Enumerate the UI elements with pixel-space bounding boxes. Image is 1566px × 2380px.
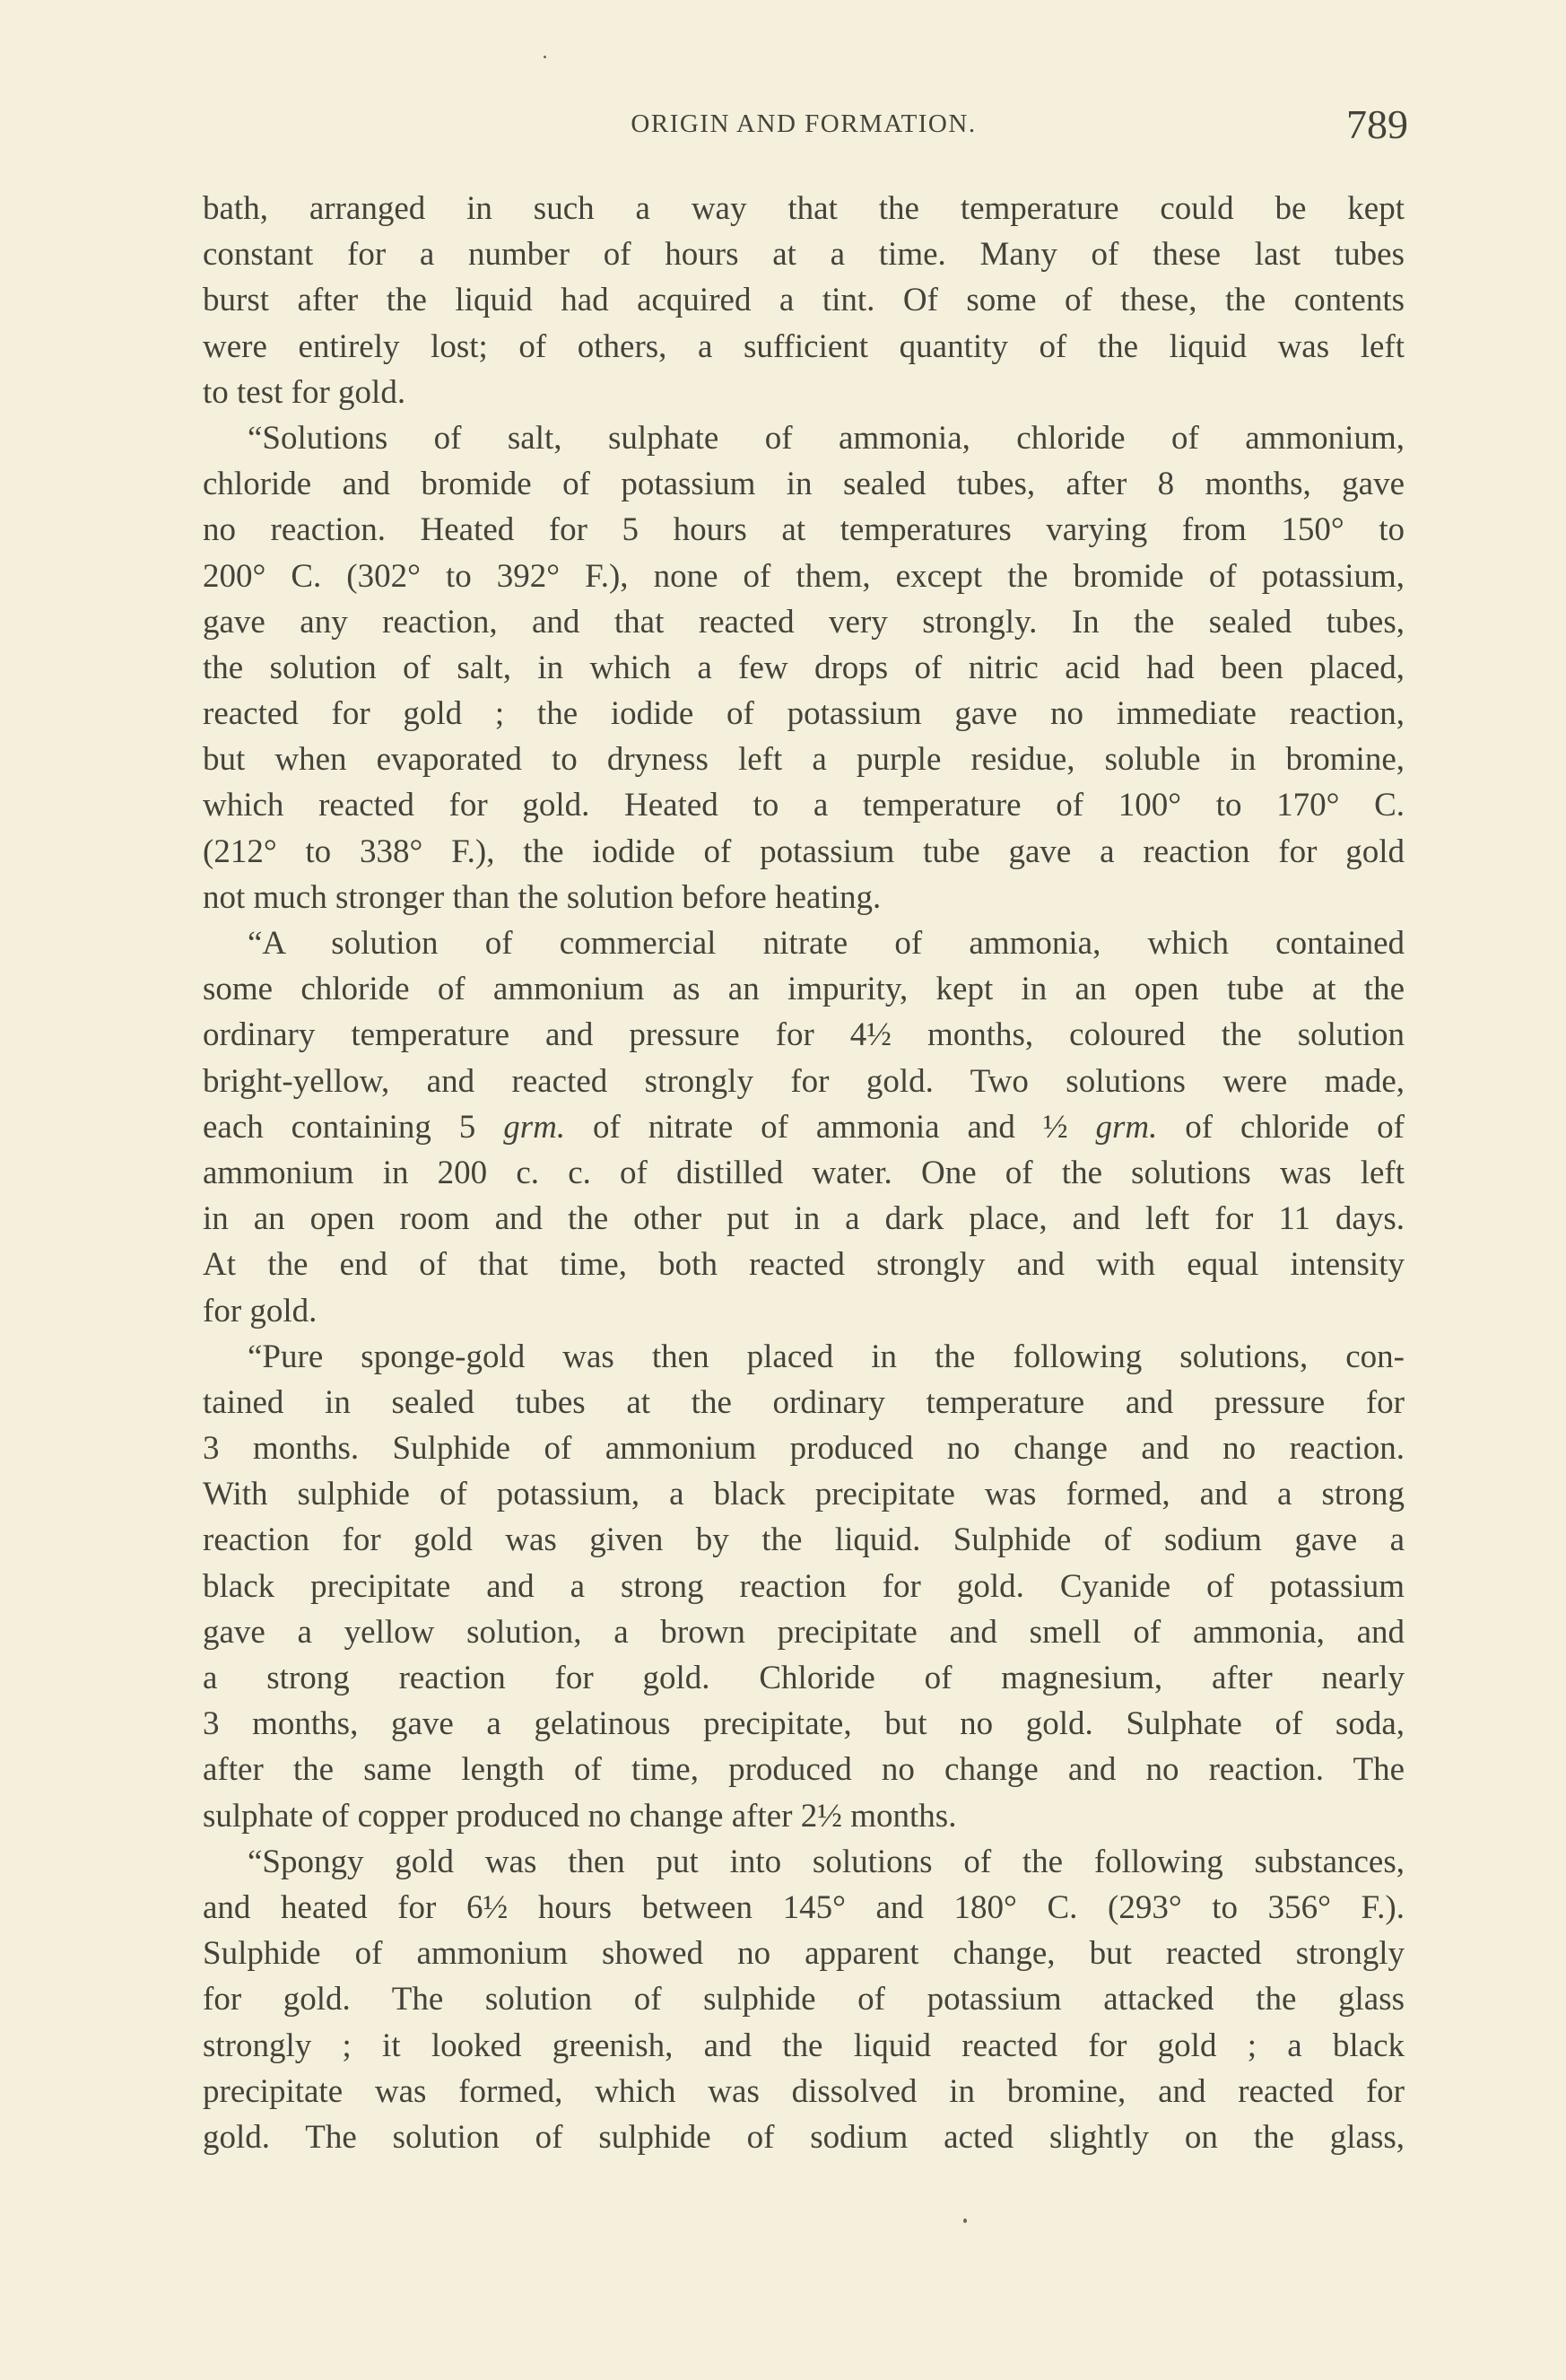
text-line [203,415,1405,461]
text-segment: “A solution of commercial nitrate of ammonia, which contained [248,925,1405,962]
text-segment: (212° to 338° F.), the iodide of potassium tube gave a reaction for gold [203,833,1405,870]
text-segment: gold. The solution of sulphide of sodium acted slightly on the glass, [203,2118,1405,2156]
text-line [203,829,1405,875]
text-line [203,507,1405,553]
text-segment: after the same length of time, produced no change and no reaction. The [203,1751,1405,1789]
text-segment: chloride and bromide of potassium in sealed tubes, after 8 months, gave [203,466,1405,503]
text-line [203,737,1405,782]
text-line [203,2023,1405,2069]
text-line [203,1334,1405,1380]
page-header [0,100,1566,154]
text-line [203,1059,1405,1104]
text-segment: 3 months, gave a gelatinous precipitate, but no gold. Sulphate of soda, [203,1705,1405,1743]
text-segment: bright-yellow, and reacted strongly for gold. Two solutions were made, [203,1062,1405,1100]
text-segment: burst after the liquid had acquired a tint. Of some of these, the contents [203,282,1405,319]
text-segment: some chloride of ammonium as an impurity, kept in an open tube at the [203,971,1405,1008]
text-segment: gave any reaction, and that reacted very strongly. In the sealed tubes, [203,603,1405,641]
text-segment: black precipitate and a strong reaction for gold. Cyanide of potassium [203,1567,1405,1605]
text-line [203,782,1405,828]
text-segment: tained in sealed tubes at the ordinary temperature and pressure for [203,1383,1405,1421]
text-segment: of nitrate of ammonia and ½ [565,1108,1096,1146]
text-segment: of chloride of [1157,1108,1405,1146]
text-line [203,1609,1405,1655]
text-line [203,1564,1405,1609]
text-line [203,2114,1405,2160]
text-line [203,2069,1405,2114]
text-segment: “Pure sponge-gold was then placed in the following solutions, con- [248,1338,1405,1375]
text-segment: reacted for gold ; the iodide of potassium gave no immediate reaction, [203,695,1405,733]
text-line [203,1104,1405,1150]
text-line [203,1655,1405,1701]
text-segment: to test for gold. [203,373,406,411]
text-segment: but when evaporated to dryness left a purple residue, soluble in bromine, [203,741,1405,779]
text-segment: in an open room and the other put in a dark place, and left for 11 days. [203,1200,1405,1238]
text-segment: which reacted for gold. Heated to a temperature of 100° to 170° C. [203,787,1405,824]
text-segment: bath, arranged in such a way that the temperature could be kept [203,190,1405,227]
text-line [203,1012,1405,1058]
text-line [203,599,1405,645]
text-line [203,691,1405,737]
text-segment: the solution of salt, in which a few drops of nitric acid had been placed, [203,649,1405,686]
text-segment: precipitate was formed, which was dissolved in bromine, and reacted for [203,2072,1405,2110]
text-segment: for gold. [203,1292,318,1329]
text-line [203,1747,1405,1792]
text-segment: not much stronger than the solution before heating. [203,878,882,916]
text-line [203,1380,1405,1425]
text-line [203,324,1405,370]
text-segment: Sulphide of ammonium showed no apparent change, but reacted strongly [203,1935,1405,1973]
text-line [203,1701,1405,1747]
print-speck [544,56,546,58]
text-segment: 3 months. Sulphide of ammonium produced no change and no reaction. [203,1430,1405,1468]
text-line [203,554,1405,599]
text-segment: were entirely lost; of others, a sufficient quantity of the liquid was left [203,327,1405,365]
body-text [203,186,1405,2160]
text-segment: At the end of that time, both reacted strongly and with equal intensity [203,1246,1405,1284]
text-segment: “Spongy gold was then put into solutions of the following substances, [248,1843,1405,1880]
text-line [203,875,1405,920]
running-head: ORIGIN AND FORMATION. [631,109,977,138]
page-number: 789 [1346,101,1408,147]
print-speck [963,2219,967,2223]
text-segment: With sulphide of potassium, a black precipitate was formed, and a strong [203,1476,1405,1513]
text-segment: for gold. The solution of sulphide of potassium attacked the glass [203,1981,1405,2018]
text-line [203,1517,1405,1563]
text-segment: no reaction. Heated for 5 hours at temperatures varying from 150° to [203,511,1405,549]
text-segment: ammonium in 200 c. c. of distilled water. One of the solutions was left [203,1154,1405,1191]
text-line [203,1885,1405,1931]
italic-text: grm. [1095,1108,1158,1146]
text-line [203,1471,1405,1517]
text-line [203,277,1405,323]
text-line [203,645,1405,691]
text-line [203,920,1405,966]
text-line [203,186,1405,231]
text-line [203,1242,1405,1287]
text-line [203,1196,1405,1242]
text-line [203,1288,1405,1334]
text-line [203,461,1405,507]
text-line [203,1793,1405,1839]
text-segment: strongly ; it looked greenish, and the liquid reacted for gold ; a black [203,2027,1405,2064]
text-segment: constant for a number of hours at a time. Many of these last tubes [203,236,1405,274]
italic-text: grm. [503,1108,566,1146]
text-segment: gave a yellow solution, a brown precipitate and smell of ammonia, and [203,1613,1405,1651]
text-segment: “Solutions of salt, sulphate of ammonia, chloride of ammonium, [248,419,1405,457]
text-line [203,1931,1405,1976]
text-segment: each containing 5 [203,1108,504,1146]
text-segment: 200° C. (302° to 392° F.), none of them, except the bromide of potassium, [203,557,1405,595]
text-line [203,1839,1405,1885]
text-line [203,231,1405,277]
text-segment: a strong reaction for gold. Chloride of magnesium, after nearly [203,1660,1405,1696]
text-segment: sulphate of copper produced no change after 2½ months. [203,1797,957,1835]
text-line [203,1150,1405,1196]
text-segment: ordinary temperature and pressure for 4½ months, coloured the solution [203,1016,1405,1054]
text-segment: and heated for 6½ hours between 145° and 180° C. (293° to 356° F.). [203,1888,1405,1926]
text-line [203,370,1405,415]
text-line [203,966,1405,1012]
text-line [203,1425,1405,1471]
text-line [203,1976,1405,2022]
text-segment: reaction for gold was given by the liquid. Sulphide of sodium gave a [203,1521,1405,1559]
